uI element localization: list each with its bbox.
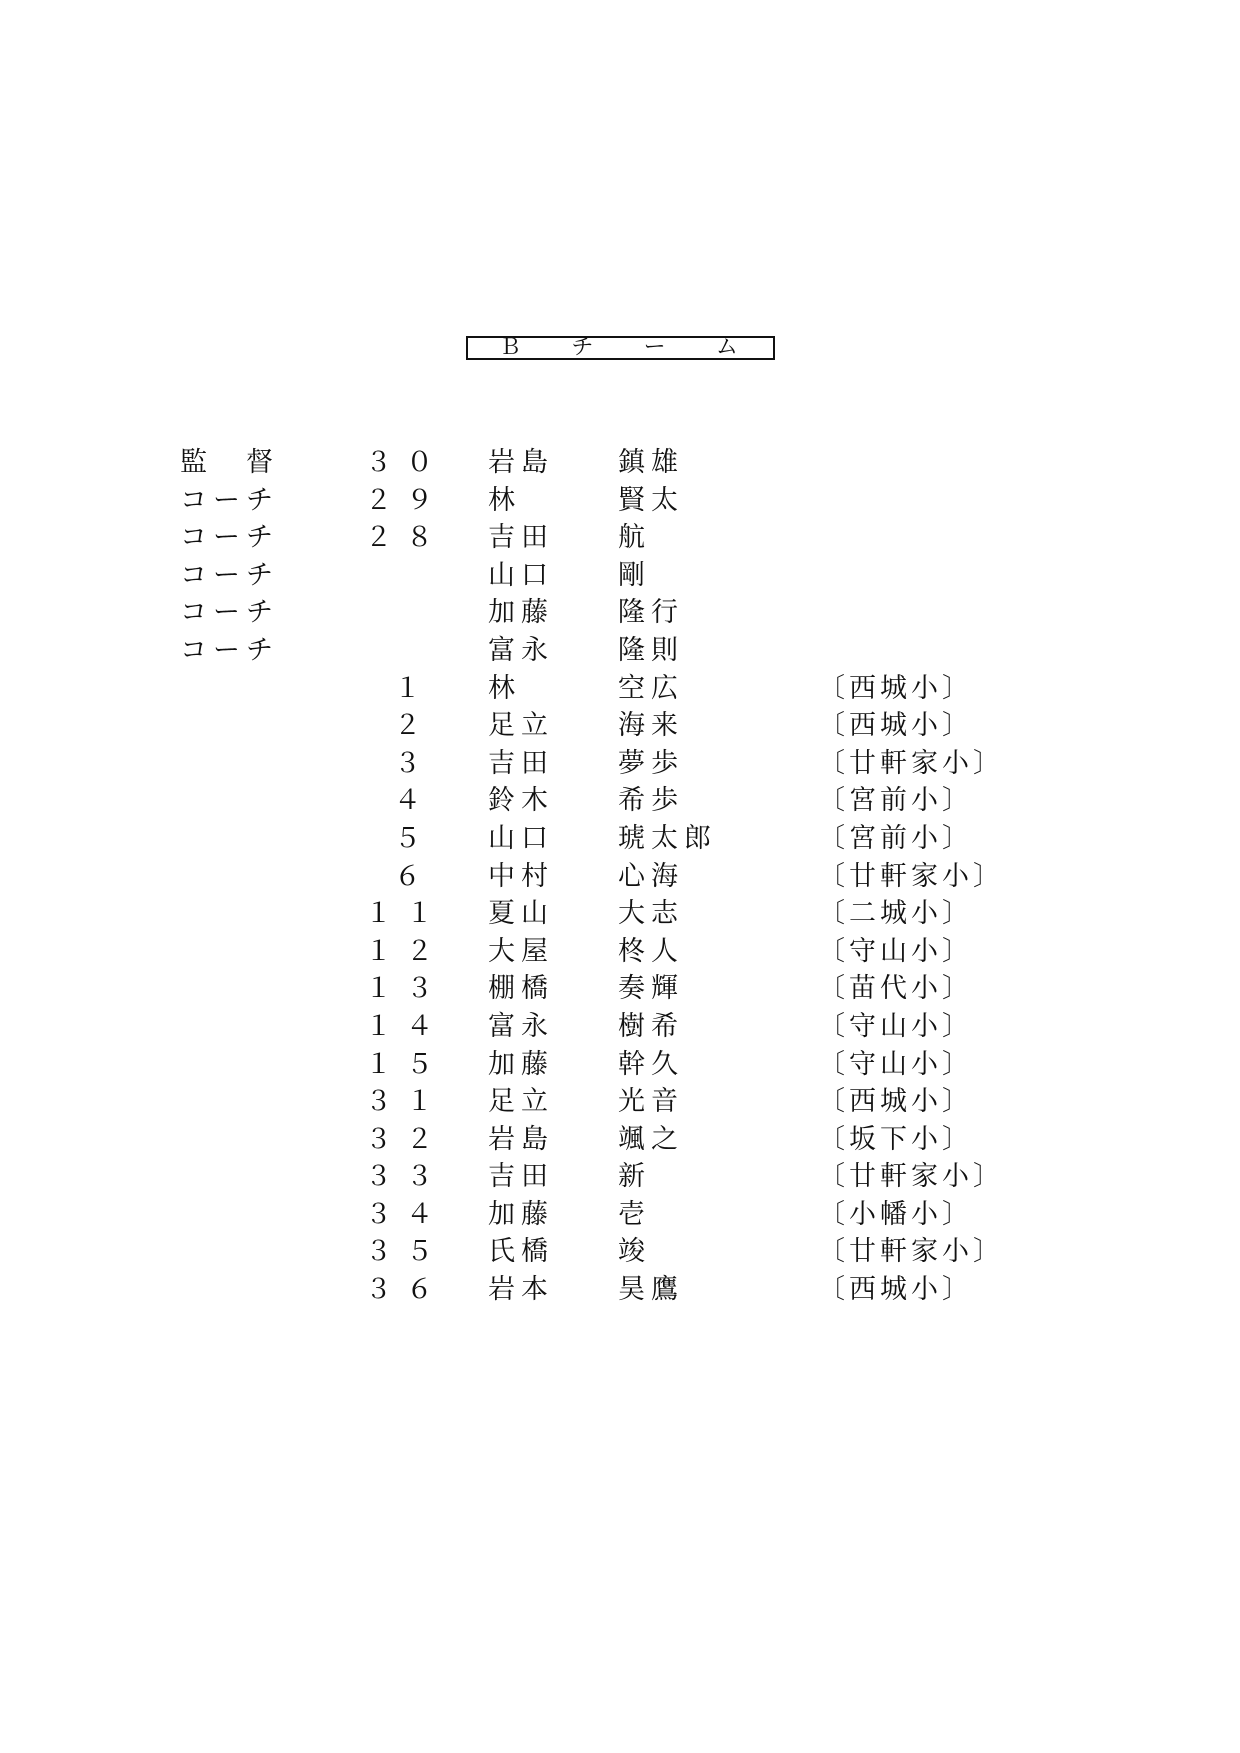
role: コーチ bbox=[180, 522, 279, 554]
given-name: 光音 bbox=[618, 1086, 684, 1118]
role: 監 督 bbox=[180, 447, 279, 478]
roster-row bbox=[0, 745, 1240, 783]
roster-row bbox=[0, 820, 1240, 858]
family-name: 足立 bbox=[488, 710, 554, 742]
family-name: 氏橋 bbox=[488, 1236, 554, 1268]
school: 〔廿軒家小〕 bbox=[818, 747, 1004, 779]
given-name: 賢太 bbox=[618, 484, 684, 516]
school: 〔西城小〕 bbox=[818, 672, 973, 704]
roster-row bbox=[0, 1046, 1240, 1084]
roster-row bbox=[0, 1083, 1240, 1121]
team-title-char: チ bbox=[571, 335, 598, 360]
roster-row bbox=[0, 1121, 1240, 1159]
roster-row bbox=[0, 782, 1240, 820]
given-name: 柊人 bbox=[618, 935, 684, 967]
jersey-number: ２９ bbox=[365, 484, 447, 516]
family-name: 林 bbox=[488, 672, 521, 704]
given-name: 奏輝 bbox=[618, 973, 684, 1005]
roster-row bbox=[0, 1233, 1240, 1271]
roster-row bbox=[0, 519, 1240, 557]
role: コーチ bbox=[180, 484, 279, 516]
jersey-number: １５ bbox=[365, 1048, 447, 1080]
jersey-number: ３１ bbox=[365, 1086, 447, 1118]
school: 〔守山小〕 bbox=[818, 1010, 973, 1042]
jersey-number: ３０ bbox=[365, 447, 447, 478]
jersey-number: ３３ bbox=[365, 1161, 447, 1193]
given-name: 新 bbox=[618, 1161, 651, 1193]
family-name: 山口 bbox=[488, 559, 554, 591]
jersey-number: ２ bbox=[394, 710, 435, 742]
school: 〔廿軒家小〕 bbox=[818, 1236, 1004, 1268]
jersey-number: ３ bbox=[394, 747, 435, 779]
family-name: 吉田 bbox=[488, 1161, 554, 1193]
roster-row bbox=[0, 1271, 1240, 1309]
family-name: 岩島 bbox=[488, 1123, 554, 1155]
family-name: 吉田 bbox=[488, 747, 554, 779]
jersey-number: ５ bbox=[394, 822, 435, 854]
given-name: 海来 bbox=[618, 710, 684, 742]
family-name: 吉田 bbox=[488, 522, 554, 554]
school: 〔苗代小〕 bbox=[818, 973, 973, 1005]
team-title-box bbox=[466, 336, 775, 360]
school: 〔西城小〕 bbox=[818, 710, 973, 742]
roster-row bbox=[0, 670, 1240, 708]
given-name: 颯之 bbox=[618, 1123, 684, 1155]
school: 〔坂下小〕 bbox=[818, 1123, 973, 1155]
team-title-char: ー bbox=[643, 335, 670, 360]
roster-list bbox=[0, 444, 1240, 1309]
given-name: 隆則 bbox=[618, 634, 684, 666]
roster-row bbox=[0, 557, 1240, 595]
school: 〔西城小〕 bbox=[818, 1086, 973, 1118]
family-name: 富永 bbox=[488, 634, 554, 666]
jersey-number: ２８ bbox=[365, 522, 447, 554]
given-name: 航 bbox=[618, 522, 651, 554]
roster-row bbox=[0, 1196, 1240, 1234]
school: 〔小幡小〕 bbox=[818, 1198, 973, 1230]
jersey-number: ３２ bbox=[365, 1123, 447, 1155]
school: 〔守山小〕 bbox=[818, 1048, 973, 1080]
given-name: 竣 bbox=[618, 1236, 651, 1268]
jersey-number: ３４ bbox=[365, 1198, 447, 1230]
jersey-number: １ bbox=[394, 672, 435, 704]
given-name: 剛 bbox=[618, 559, 651, 591]
given-name: 大志 bbox=[618, 898, 684, 930]
jersey-number: ３５ bbox=[365, 1236, 447, 1268]
family-name: 富永 bbox=[488, 1010, 554, 1042]
family-name: 岩本 bbox=[488, 1274, 554, 1306]
given-name: 幹久 bbox=[618, 1048, 684, 1080]
school: 〔西城小〕 bbox=[818, 1274, 973, 1306]
jersey-number: １４ bbox=[365, 1010, 447, 1042]
roster-row bbox=[0, 970, 1240, 1008]
jersey-number: １３ bbox=[365, 973, 447, 1005]
family-name: 岩島 bbox=[488, 447, 554, 478]
jersey-number: １１ bbox=[365, 898, 447, 930]
role: コーチ bbox=[180, 634, 279, 666]
family-name: 林 bbox=[488, 484, 521, 516]
roster-row bbox=[0, 858, 1240, 896]
given-name: 希歩 bbox=[618, 785, 684, 817]
family-name: 棚橋 bbox=[488, 973, 554, 1005]
given-name: 壱 bbox=[618, 1198, 651, 1230]
school: 〔二城小〕 bbox=[818, 898, 973, 930]
team-title-char: Ｂ bbox=[499, 335, 526, 360]
roster-row bbox=[0, 933, 1240, 971]
jersey-number: ４ bbox=[394, 785, 435, 817]
roster-row bbox=[0, 482, 1240, 520]
team-title-char: ム bbox=[715, 335, 742, 360]
school: 〔守山小〕 bbox=[818, 935, 973, 967]
given-name: 鎮雄 bbox=[618, 447, 684, 478]
roster-row bbox=[0, 594, 1240, 632]
given-name: 昊鷹 bbox=[618, 1274, 684, 1306]
school: 〔宮前小〕 bbox=[818, 822, 973, 854]
roster-row bbox=[0, 1158, 1240, 1196]
family-name: 足立 bbox=[488, 1086, 554, 1118]
school: 〔宮前小〕 bbox=[818, 785, 973, 817]
given-name: 心海 bbox=[618, 860, 684, 892]
jersey-number: ６ bbox=[394, 860, 435, 892]
family-name: 山口 bbox=[488, 822, 554, 854]
given-name: 夢歩 bbox=[618, 747, 684, 779]
family-name: 中村 bbox=[488, 860, 554, 892]
given-name: 琥太郎 bbox=[618, 822, 717, 854]
family-name: 加藤 bbox=[488, 1198, 554, 1230]
roster-row bbox=[0, 632, 1240, 670]
roster-row bbox=[0, 895, 1240, 933]
school: 〔廿軒家小〕 bbox=[818, 860, 1004, 892]
role: コーチ bbox=[180, 597, 279, 629]
role: コーチ bbox=[180, 559, 279, 591]
family-name: 夏山 bbox=[488, 898, 554, 930]
family-name: 加藤 bbox=[488, 1048, 554, 1080]
given-name: 隆行 bbox=[618, 597, 684, 629]
jersey-number: １２ bbox=[365, 935, 447, 967]
school: 〔廿軒家小〕 bbox=[818, 1161, 1004, 1193]
roster-row bbox=[0, 707, 1240, 745]
family-name: 大屋 bbox=[488, 935, 554, 967]
roster-row bbox=[0, 444, 1240, 482]
given-name: 空広 bbox=[618, 672, 684, 704]
given-name: 樹希 bbox=[618, 1010, 684, 1042]
roster-row bbox=[0, 1008, 1240, 1046]
family-name: 鈴木 bbox=[488, 785, 554, 817]
jersey-number: ３６ bbox=[365, 1274, 447, 1306]
family-name: 加藤 bbox=[488, 597, 554, 629]
